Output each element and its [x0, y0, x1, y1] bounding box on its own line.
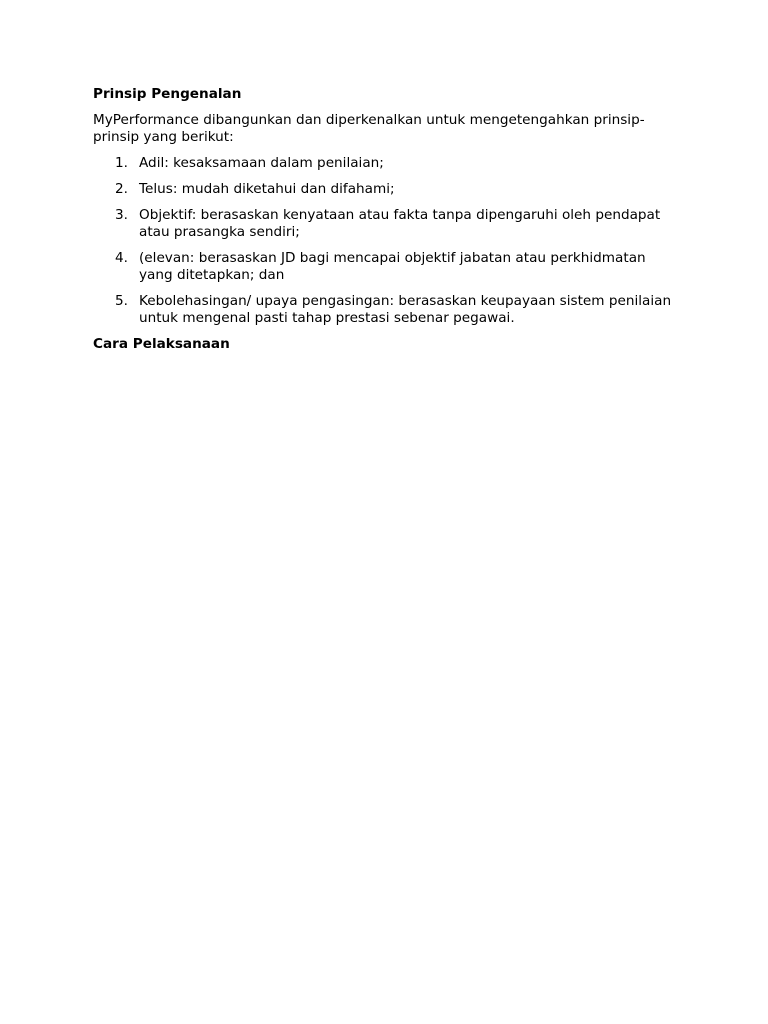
intro-paragraph: MyPerformance dibangunkan dan diperkenalkan untuk mengetengahkan prinsip-prinsip yang berikut: — [93, 112, 645, 145]
list-item-text: Telus: mudah diketahui dan difahami; — [139, 181, 395, 197]
list-item-number: 2. — [115, 181, 128, 197]
list-item — [93, 293, 683, 327]
list-item-text: Adil: kesaksamaan dalam penilaian; — [139, 155, 384, 171]
list-item-text: Objektif: berasaskan kenyataan atau fakta tanpa dipengaruhi oleh pendapat atau prasangka sendiri; — [139, 207, 661, 240]
document-content — [93, 86, 683, 353]
principles-list — [93, 155, 683, 327]
section-heading-prinsip: Prinsip Pengenalan — [93, 86, 242, 102]
list-item-number: 1. — [115, 155, 128, 171]
section-heading-cara: Cara Pelaksanaan — [93, 336, 230, 352]
list-item — [93, 181, 683, 198]
list-item-number: 4. — [115, 250, 128, 266]
list-item-number: 5. — [115, 293, 128, 309]
list-item — [93, 207, 683, 241]
list-item — [93, 155, 683, 172]
list-item-text: Kebolehasingan/ upaya pengasingan: berasaskan keupayaan sistem penilaian untuk mengenal pasti tahap prestasi sebenar pegawai. — [139, 293, 672, 326]
list-item — [93, 250, 683, 284]
list-item-number: 3. — [115, 207, 128, 223]
list-item-text: (elevan: berasaskan JD bagi mencapai objektif jabatan atau perkhidmatan yang ditetapkan; dan — [139, 250, 646, 283]
